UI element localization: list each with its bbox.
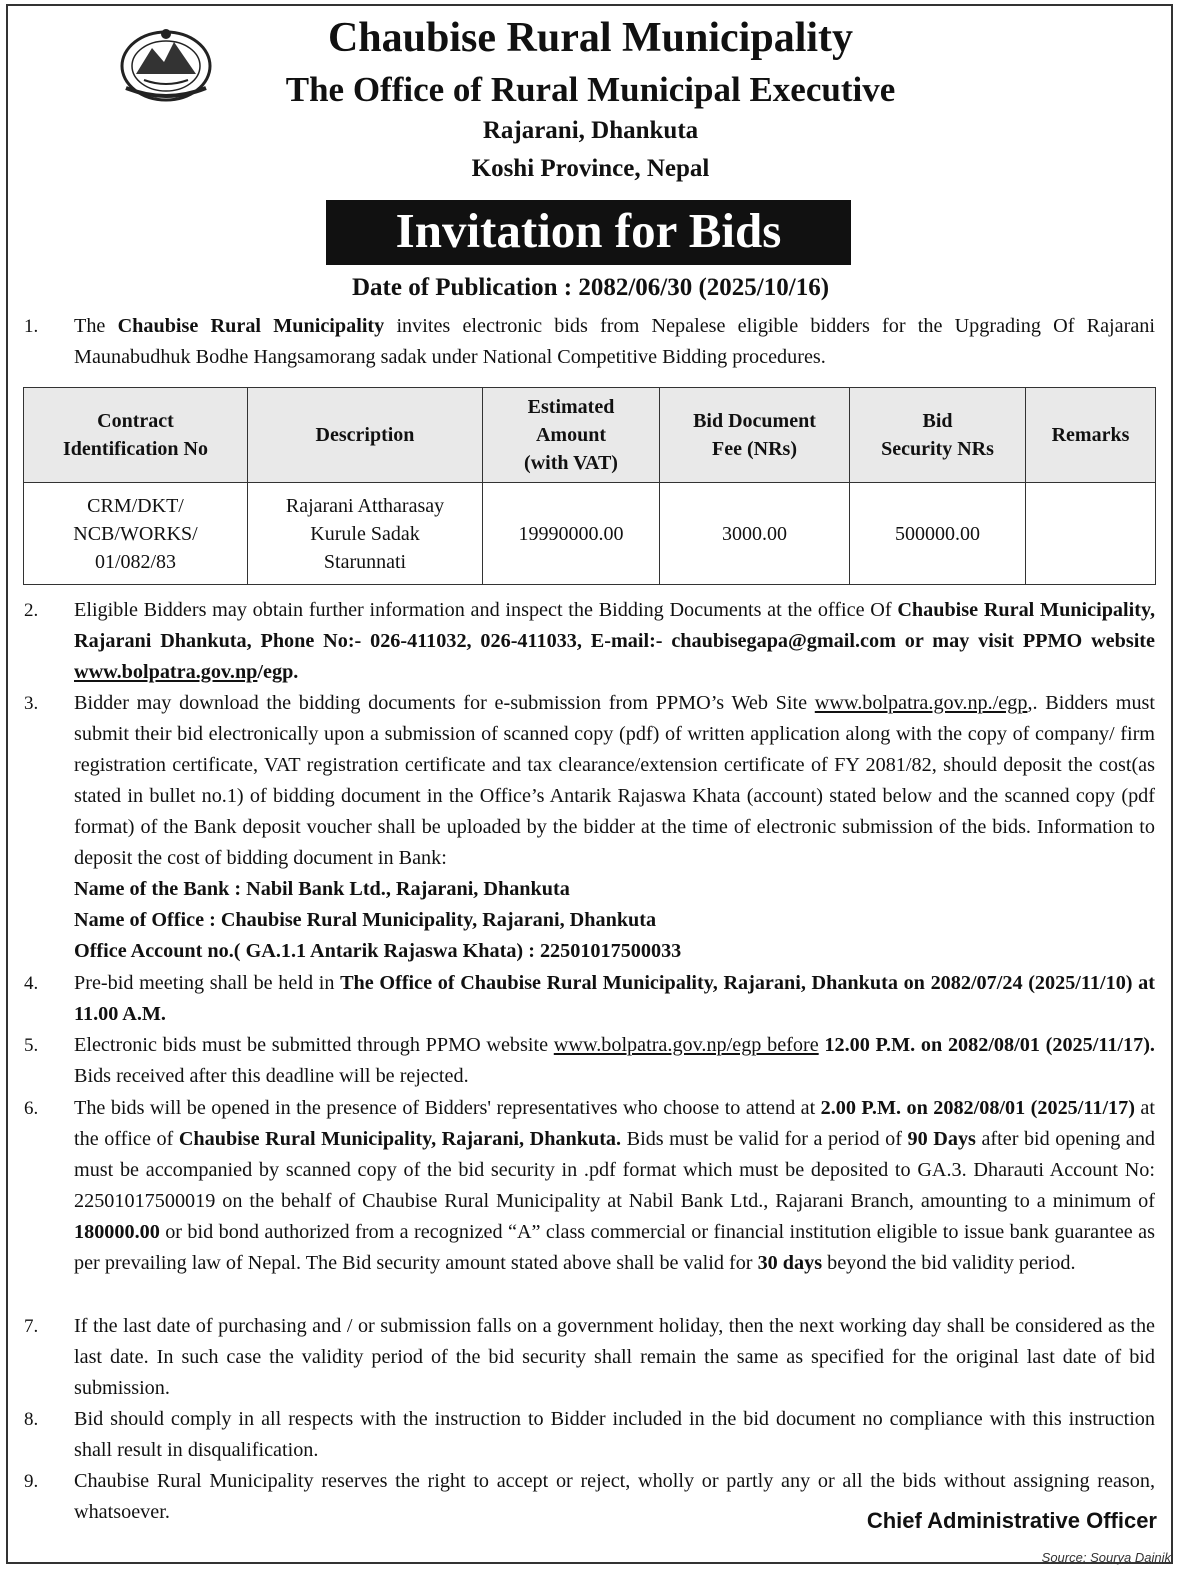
item-number: 6. bbox=[24, 1098, 39, 1119]
location-line: Rajarani, Dhankuta bbox=[482, 117, 699, 144]
ppmo-egp-link[interactable]: www.bolpatra.gov.np./egp bbox=[814, 692, 1028, 714]
cell-bid-security: 500000.00 bbox=[850, 483, 1026, 585]
item-text: Bidder may download the bidding documents for e-submission from PPMO’s Web Site www.bolpatra.gov.np./egp,. Bidders must submit their bid electronically upon a submission of scanned copy (pdf) of written application along with the copy of company/ firm registration certificate, VAT registration certificate and tax clearance/extension certificate of FY 2081/82, should deposit the cost(as stated in bullet no.1) of bidding document in the Office’s Antarik Rajaswa Khata (account) stated below and the scanned copy (pdf format) of the Bank deposit voucher shall be uploaded by the bidder at the time of electronic submission of the bids. Information to deposit the cost of bidding document in Bank: Name of the Bank : Nabil Bank Ltd., Rajarani, Dhankuta Name of Office : Chaubise Rural Municipality, Rajarani, Dhankuta Office Account no.( GA.1.1 Antarik Rajaswa Khata) : 22501017500033 bbox=[74, 688, 1155, 967]
contract-table bbox=[23, 387, 1156, 585]
item-number: 9. bbox=[24, 1471, 39, 1492]
item-text: The Chaubise Rural Municipality invites electronic bids from Nepalese eligible bidders for the Upgrading Of Rajarani Maunabudhuk Bodhe Hangsamorang sadak under National Competitive Bidding procedures. bbox=[74, 315, 1155, 368]
header-bid-security: Bid Security NRs bbox=[850, 388, 1026, 483]
cell-estimated-amount: 19990000.00 bbox=[483, 483, 660, 585]
header-bid-document-fee: Bid Document Fee (NRs) bbox=[660, 388, 850, 483]
item-text: Pre-bid meeting shall be held in The Office of Chaubise Rural Municipality, Rajarani, Dhankuta on 2082/07/24 (2025/11/10) at 11.00 A.M. bbox=[74, 972, 1155, 1025]
cell-description: Rajarani Attharasay Kurule Sadak Starunnati bbox=[248, 483, 483, 585]
office-account: Office Account no.( GA.1.1 Antarik Rajaswa Khata) : 22501017500033 bbox=[74, 940, 682, 962]
header-description: Description bbox=[248, 388, 483, 483]
notice-banner: Invitation for Bids bbox=[326, 200, 851, 265]
table-row bbox=[24, 483, 1156, 585]
municipality-title: Chaubise Rural Municipality bbox=[327, 15, 854, 61]
item-number: 1. bbox=[24, 316, 39, 337]
item-text: Electronic bids must be submitted through PPMO website www.bolpatra.gov.np/egp before 12.00 P.M. on 2082/08/01 (2025/11/17). Bids received after this deadline will be rejected. bbox=[74, 1034, 1155, 1087]
bank-name: Name of the Bank : Nabil Bank Ltd., Rajarani, Dhankuta bbox=[74, 878, 570, 900]
header-estimated-amount: Estimated Amount (with VAT) bbox=[483, 388, 660, 483]
header-contract-id: Contract Identification No bbox=[24, 388, 248, 483]
item-number: 8. bbox=[24, 1409, 39, 1430]
item-text: If the last date of purchasing and / or submission falls on a government holiday, then the next working day shall be considered as the last date. In such case the validity period of the bid security shall remain the same as specified for the original last date of bid submission. bbox=[74, 1315, 1155, 1399]
signature-title: Chief Administrative Officer bbox=[866, 1508, 1157, 1533]
header-remarks: Remarks bbox=[1026, 388, 1156, 483]
office-title: The Office of Rural Municipal Executive bbox=[285, 70, 896, 109]
item-number: 7. bbox=[24, 1316, 39, 1337]
office-name: Name of Office : Chaubise Rural Municipality, Rajarani, Dhankuta bbox=[74, 909, 657, 931]
item-text: Eligible Bidders may obtain further information and inspect the Bidding Documents at the office Of Chaubise Rural Municipality, Rajarani Dhankuta, Phone No:- 026-411032, 026-411033, E-mail:- chaubisegapa@gmail.com or may visit PPMO website www.bolpatra.gov.np/egp. bbox=[74, 599, 1155, 683]
submission-link[interactable]: www.bolpatra.gov.np/egp before bbox=[553, 1034, 819, 1056]
item-text: The bids will be opened in the presence of Bidders' representatives who choose to attend at 2.00 P.M. on 2082/08/01 (2025/11/17) at the office of Chaubise Rural Municipality, Rajarani, Dhankuta. Bids must be valid for a period of 90 Days after bid opening and must be accompanied by scanned copy of the bid security in .pdf format which must be deposited to GA.3. Dharauti Account No: 22501017500019 on the behalf of Chaubise Rural Municipality at Nabil Bank Ltd., Rajarani Branch, amounting to a minimum of 180000.00 or bid bond authorized from a recognized “A” class commercial or financial institution eligible to issue bank guarantee as per prevailing law of Nepal. The Bid security amount stated above shall be valid for 30 days beyond the bid validity period. bbox=[74, 1097, 1156, 1274]
publication-date: Date of Publication : 2082/06/30 (2025/10/16) bbox=[351, 274, 830, 301]
cell-bid-document-fee: 3000.00 bbox=[660, 483, 850, 585]
item-text: Chaubise Rural Municipality reserves the right to accept or reject, wholly or partly any or all the bids without assigning reason, whatsoever. bbox=[74, 1470, 1155, 1523]
cell-contract-id: CRM/DKT/ NCB/WORKS/ 01/082/83 bbox=[24, 483, 248, 585]
item-number: 4. bbox=[24, 973, 39, 994]
item-number: 5. bbox=[24, 1035, 39, 1056]
item-text: Bid should comply in all respects with the instruction to Bidder included in the bid document no compliance with this instruction shall result in disqualification. bbox=[74, 1408, 1155, 1461]
item-number: 2. bbox=[24, 600, 39, 621]
item-number: 3. bbox=[24, 693, 39, 714]
ppmo-link[interactable]: www.bolpatra.gov.np bbox=[74, 661, 258, 683]
source-credit: Source: Sourya Dainik bbox=[1041, 1550, 1171, 1565]
cell-remarks bbox=[1026, 483, 1156, 585]
province-line: Koshi Province, Nepal bbox=[471, 155, 710, 182]
